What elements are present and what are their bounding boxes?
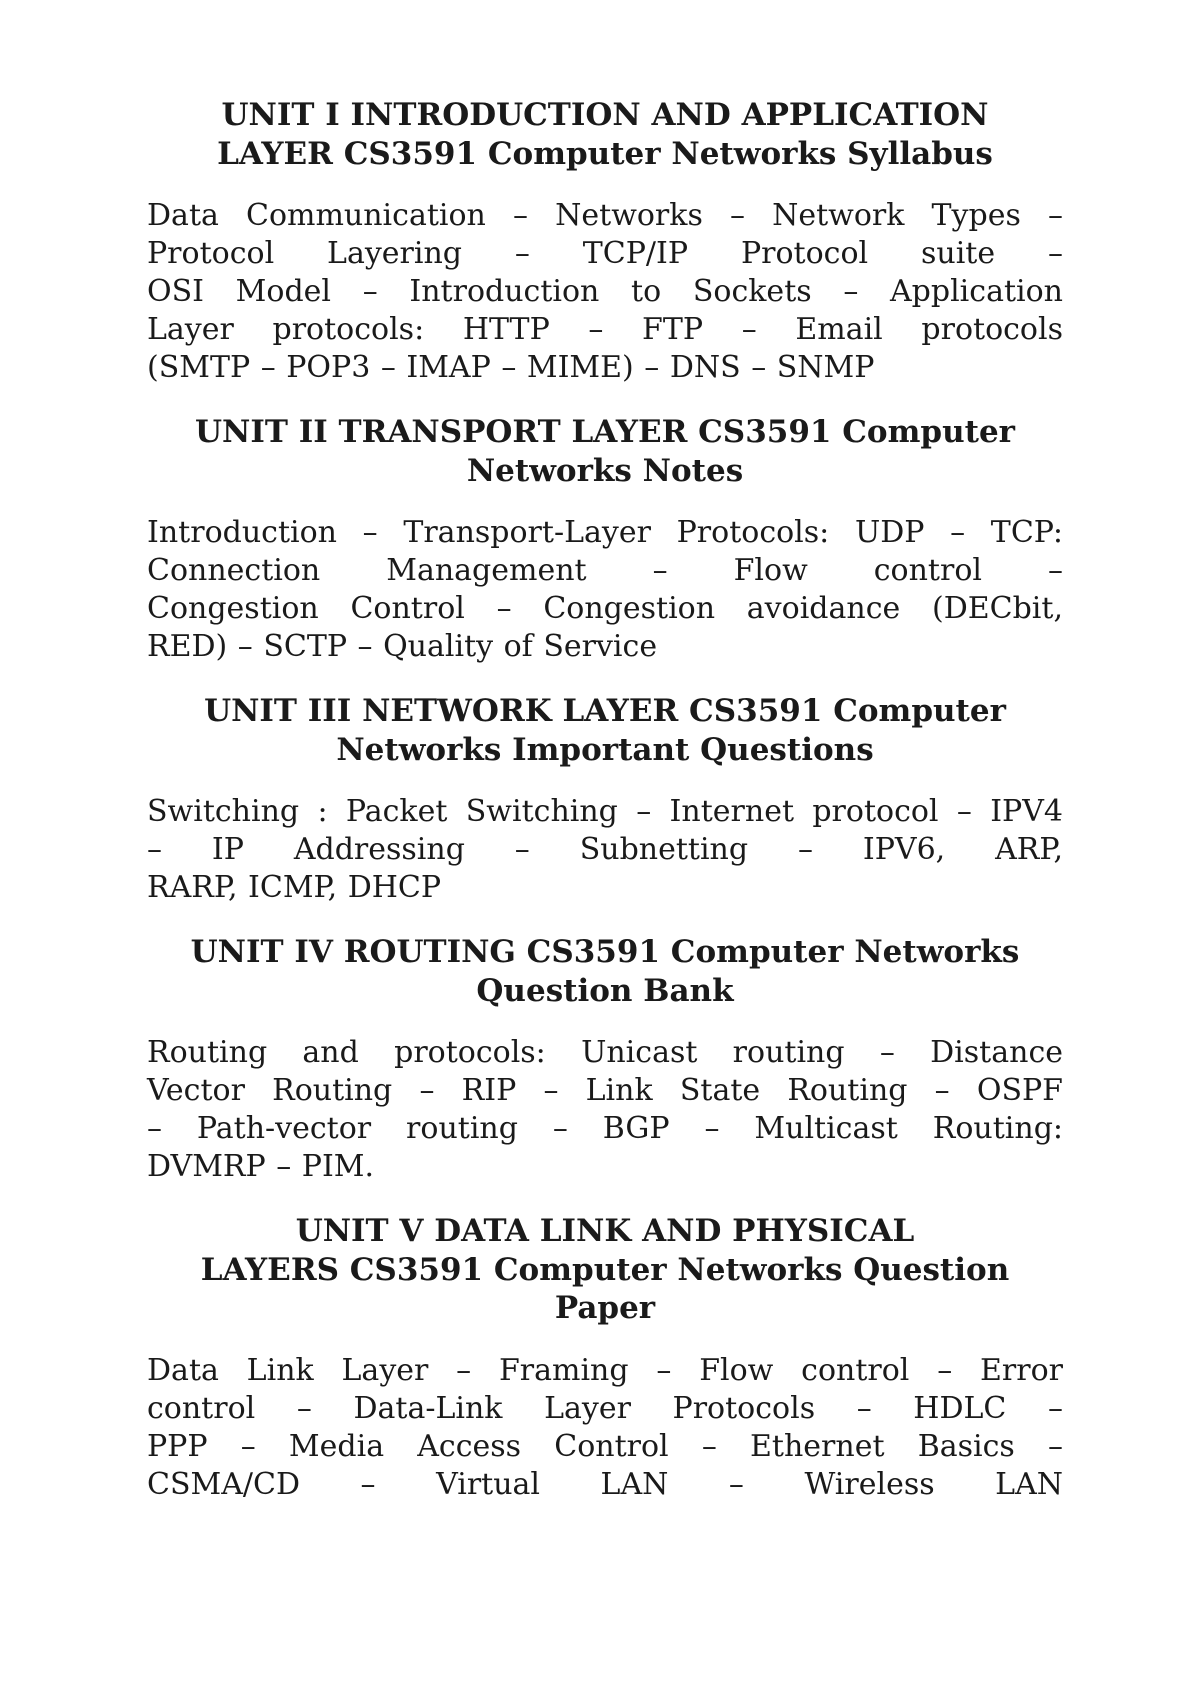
heading-line: Networks Important Questions	[336, 731, 874, 768]
unit-1-section	[147, 96, 1063, 387]
heading-line: LAYER CS3591 Computer Networks Syllabus	[217, 135, 993, 172]
heading-line: Question Bank	[476, 972, 734, 1009]
topic-line: – IP Addressing – Subnetting – IPV6, ARP,	[147, 832, 1063, 867]
unit-4-section	[147, 933, 1063, 1186]
topic-line: RARP, ICMP, DHCP	[147, 870, 442, 905]
unit-5-topics	[147, 1352, 1063, 1504]
topic-line: Introduction – Transport-Layer Protocols: UDP – TCP:	[147, 515, 1063, 550]
unit-2-section	[147, 413, 1063, 666]
topic-line: Data Communication – Networks – Network Types –	[147, 198, 1063, 233]
unit-5-section	[147, 1212, 1063, 1504]
heading-line: Networks Notes	[466, 452, 744, 489]
unit-2-topics	[147, 514, 1063, 666]
unit-4-heading	[147, 933, 1063, 1010]
unit-1-heading	[147, 96, 1063, 173]
topic-line: control – Data-Link Layer Protocols – HDLC –	[147, 1390, 1063, 1426]
topic-line: Switching : Packet Switching – Internet protocol – IPV4	[147, 794, 1063, 829]
topic-line: Data Link Layer – Framing – Flow control – Error	[147, 1352, 1063, 1388]
heading-line: UNIT II TRANSPORT LAYER CS3591 Computer	[194, 414, 1016, 450]
topic-line: Routing and protocols: Unicast routing – Distance	[147, 1035, 1063, 1070]
unit-3-heading	[147, 692, 1063, 769]
heading-line: UNIT III NETWORK LAYER CS3591 Computer	[204, 693, 1006, 729]
unit-3-section	[147, 692, 1063, 907]
unit-3-topics	[147, 793, 1063, 907]
heading-line: Paper	[554, 1290, 656, 1326]
topic-line: Protocol Layering – TCP/IP Protocol suite –	[147, 236, 1063, 271]
topic-line: Layer protocols: HTTP – FTP – Email protocols	[147, 312, 1063, 347]
topic-line: CSMA/CD – Virtual LAN – Wireless LAN	[147, 1466, 1063, 1502]
document-page	[147, 96, 1063, 1530]
unit-2-heading	[147, 413, 1063, 490]
unit-4-topics	[147, 1034, 1063, 1186]
unit-5-heading	[147, 1212, 1063, 1328]
topic-line: Connection Management – Flow control –	[147, 553, 1063, 588]
heading-line: UNIT I INTRODUCTION AND APPLICATION	[221, 97, 989, 133]
topic-line: RED) – SCTP – Quality of Service	[147, 629, 658, 664]
heading-line: UNIT IV ROUTING CS3591 Computer Networks	[190, 934, 1020, 970]
topic-line: (SMTP – POP3 – IMAP – MIME) – DNS – SNMP	[147, 350, 875, 385]
topic-line: OSI Model – Introduction to Sockets – Application	[147, 274, 1063, 309]
topic-line: DVMRP – PIM.	[147, 1149, 375, 1184]
topic-line: Vector Routing – RIP – Link State Routing – OSPF	[147, 1073, 1063, 1108]
heading-line: UNIT V DATA LINK AND PHYSICAL	[295, 1213, 915, 1249]
heading-line: LAYERS CS3591 Computer Networks Question	[200, 1251, 1010, 1288]
topic-line: PPP – Media Access Control – Ethernet Basics –	[147, 1428, 1063, 1464]
unit-1-topics	[147, 197, 1063, 387]
topic-line: Congestion Control – Congestion avoidance (DECbit,	[147, 591, 1063, 626]
topic-line: – Path-vector routing – BGP – Multicast Routing:	[147, 1111, 1063, 1146]
